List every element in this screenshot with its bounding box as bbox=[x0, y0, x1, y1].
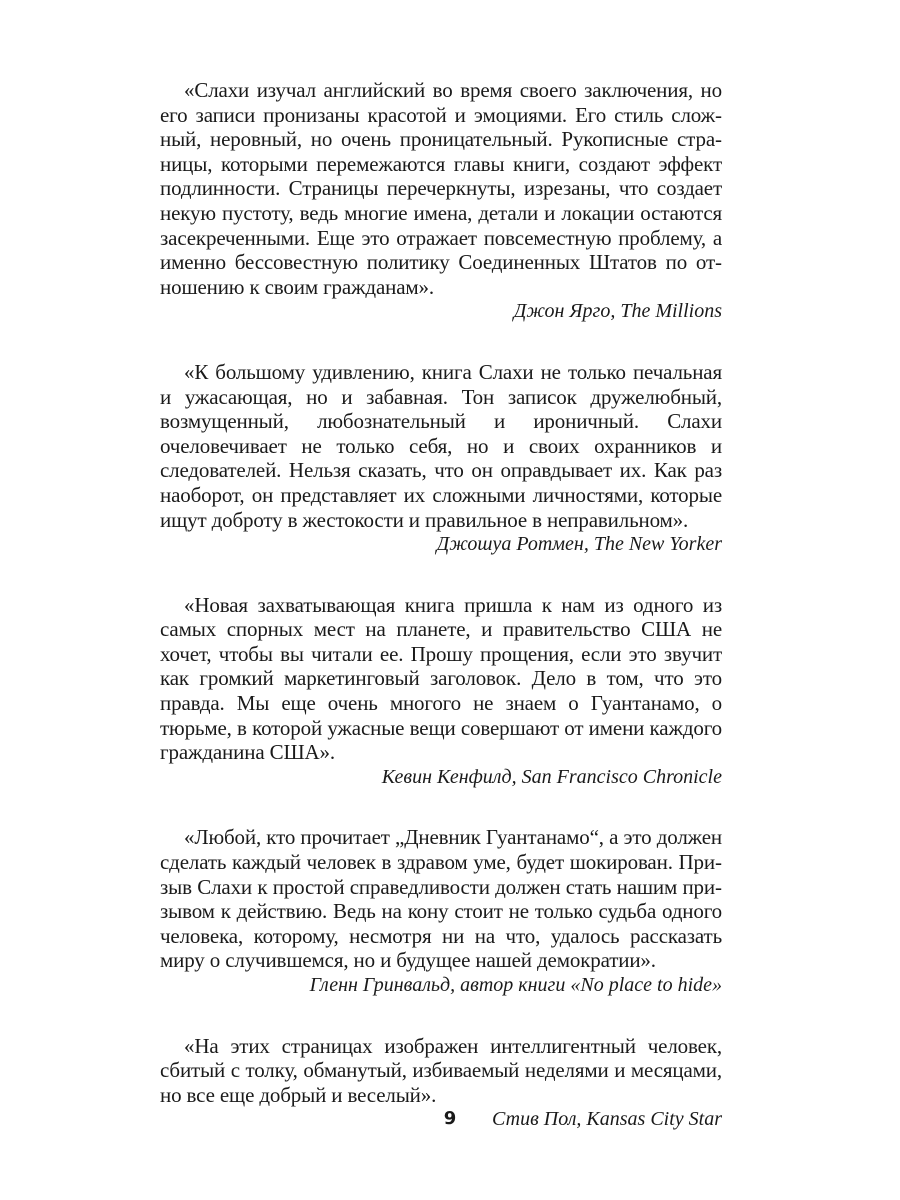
quote-source: Джошуа Ротмен, The New Yorker bbox=[436, 533, 722, 556]
quote-text: «Любой, кто прочитает „Дневник Гуантанамо“, а это должен сделать каждый человек в здравом уме, будет шокирован. Призыв Слахи к простой справедливости должен стать нашим призывом к действию. Ведь на кону стоит не только судьба одного человека, которому, несмотря ни на что, удалось рассказать миру о случившемся, но и будущее нашей демократии». bbox=[160, 825, 722, 973]
quote-text: «Слахи изучал английский во время своего заключения, но его записи пронизаны красотой и эмоциями. Его стиль сложный, неровный, но очень проницательный. Рукописные страницы, которыми перемежаются главы книги, создают эффект подлинности. Страницы перечеркнуты, изрезаны, что создает некую пустоту, ведь многие имена, детали и локации остаются засекреченными. Еще это отражает повсеместную проблему, а именно бессовестную политику Соединенных Штатов по отношению к своим гражданам». bbox=[160, 78, 722, 299]
review-quote bbox=[160, 593, 722, 790]
review-quote bbox=[160, 360, 722, 557]
quote-source: Кевин Кенфилд, San Francisco Chronicle bbox=[381, 765, 722, 788]
quote-text: «Новая захватывающая книга пришла к нам из одного из самых спорных мест на планете, и правительство США не хочет, чтобы вы читали ее. Прошу прощения, если это звучит как громкий маркетинговый заголовок. Дело в том, что это правда. Мы еще очень многого не знаем о Гуантанамо, о тюрьме, в которой ужасные вещи совершают от имени каждого гражданина США». bbox=[160, 592, 722, 765]
quote-source: Джон Ярго, The Millions bbox=[513, 300, 722, 323]
quote-text: «На этих страницах изображен интеллигентный человек, сбитый с толку, обманутый, избиваемый неделями и месяцами, но все еще добрый и веселый». bbox=[160, 1033, 722, 1107]
review-quote bbox=[160, 78, 722, 324]
page-number: 9 bbox=[443, 1108, 457, 1129]
quote-source: Стив Пол, Kansas City Star bbox=[492, 1108, 722, 1131]
quote-source: Гленн Гринвальд, автор книги «No place to hide» bbox=[309, 974, 722, 996]
page-content bbox=[160, 78, 722, 1132]
quote-text: «К большому удивлению, книга Слахи не только печальная и ужасающая, но и забавная. Тон записок дружелюбный, возмущенный, любознательный и ироничный. Слахи очеловечивает не только себя, но и своих охранников и следователей. Нельзя сказать, что он оправдывает их. Как раз наоборот, он представляет их сложными личностями, которые ищут доброту в жестокости и правильное в неправильном». bbox=[160, 359, 722, 532]
review-quote bbox=[160, 825, 722, 997]
